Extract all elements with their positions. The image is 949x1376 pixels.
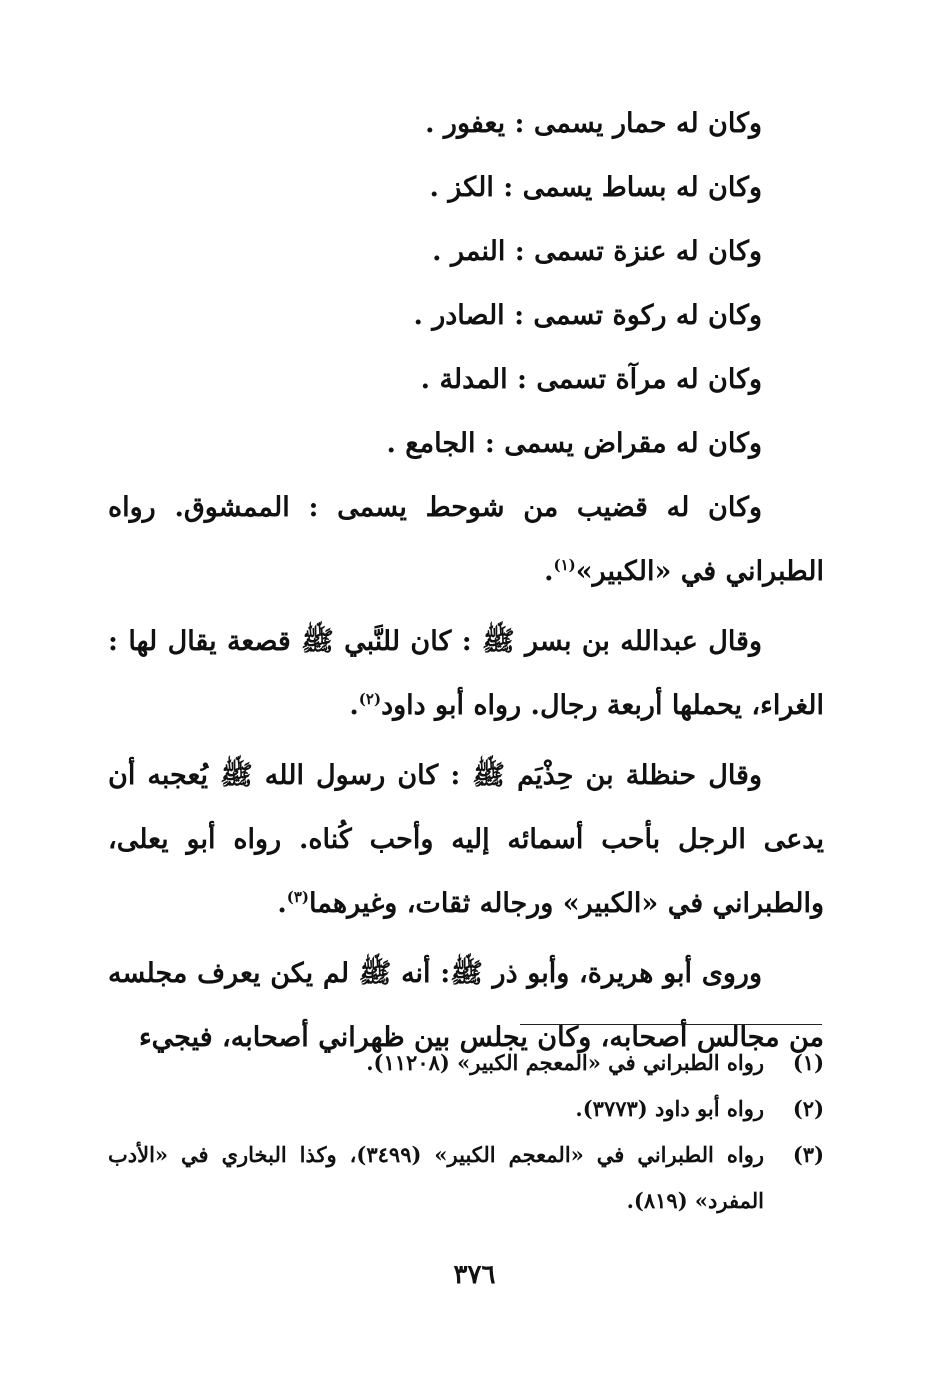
- footnote-number: (٢): [792, 1096, 824, 1121]
- footnote-item: [108, 1086, 824, 1132]
- page-number: ٣٧٦: [453, 1260, 496, 1290]
- footnote-reference[interactable]: (٢): [358, 690, 382, 708]
- footnote-divider: [520, 1024, 822, 1025]
- footnote-number: (١): [792, 1050, 824, 1075]
- footnote-item: [108, 1040, 824, 1086]
- main-text: [108, 92, 824, 1070]
- footnote-reference[interactable]: (١): [553, 556, 576, 574]
- paragraph-text: وقال عبدالله بن بسر ﷺ : كان للنَّبي ﷺ قصعة يقال لها : الغراء، يحملها أربعة رجال. رواه أبو داود: [108, 626, 824, 721]
- paragraph-tail: .: [277, 888, 287, 919]
- paragraph-text: وكان له قضيب من شوحط يسمى : الممشوق. رواه الطبراني في «الكبير»: [108, 492, 824, 587]
- footnote-item: [108, 1132, 824, 1224]
- footnote-text: رواه الطبراني في «المعجم الكبير» (٣٤٩٩)، وكذا البخاري في «الأدب المفرد» (٨١٩).: [108, 1142, 764, 1213]
- paragraph-text: وقال حنظلة بن حِذْيَم ﷺ : كان رسول الله ﷺ يُعجبه أن يدعى الرجل بأحب أسمائه إليه وأحب كُناه. رواه أبو يعلى، والطبراني في «الكبير» ورجاله ثقات، وغيرهما: [108, 760, 824, 919]
- paragraph-tail: .: [544, 556, 554, 587]
- text-line: وكان له مرآة تسمى : المدلة .: [420, 364, 762, 395]
- footnotes: [108, 1040, 824, 1224]
- text-line: وكان له مقراض يسمى : الجامع .: [386, 428, 762, 459]
- footnote-number: (٣): [792, 1142, 824, 1167]
- paragraph-tail: .: [349, 690, 359, 721]
- text-line: وكان له حمار يسمى : يعفور .: [425, 108, 762, 139]
- paragraph-2: [108, 610, 824, 738]
- footnote-text: رواه أبو داود (٣٧٧٣).: [575, 1096, 764, 1121]
- paragraph-3: [108, 744, 824, 936]
- paragraph-1: [108, 476, 824, 604]
- text-line: وكان له عنزة تسمى : النمر .: [432, 236, 762, 267]
- footnote-text: رواه الطبراني في «المعجم الكبير» (١١٢٠٨).: [366, 1050, 764, 1075]
- text-line: وكان له ركوة تسمى : الصادر .: [413, 300, 762, 331]
- footnote-reference[interactable]: (٣): [286, 888, 310, 906]
- text-line: وكان له بساط يسمى : الكز .: [429, 172, 762, 203]
- paragraph-text: وروى أبو هريرة، وأبو ذر ﷺ: أنه ﷺ لم يكن يعرف مجلسه من مجالس أصحابه، وكان يجلس بين ظهراني أصحابه، فيجيء: [108, 958, 824, 1053]
